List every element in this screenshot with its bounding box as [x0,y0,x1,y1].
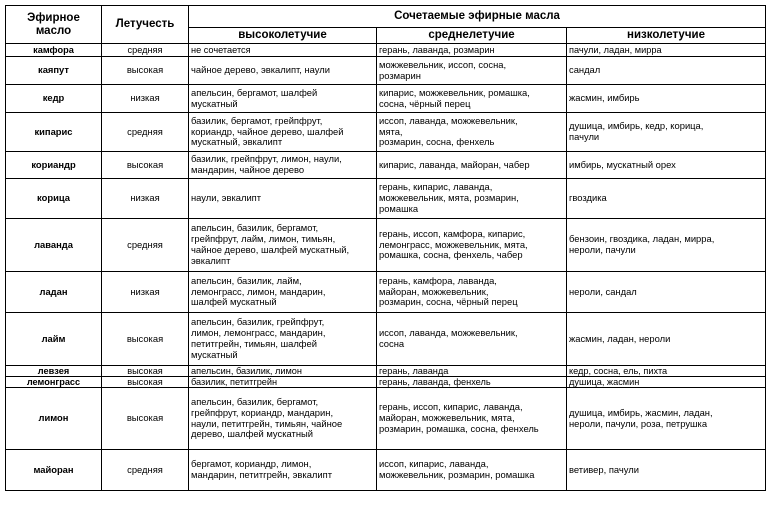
high-volatile-pairs-cell: базилик, бергамот, грейпфрут, кориандр, чайное дерево, шалфей мускатный, эвкалипт [189,113,377,152]
table-row [6,152,766,179]
high-volatile-pairs-cell: апельсин, базилик, лайм, лемонграсс, лимон, мандарин, шалфей мускатный [189,272,377,313]
low-volatile-pairs-cell: нероли, сандал [567,272,766,313]
volatility-cell: высокая [102,388,189,450]
high-volatile-pairs-cell: апельсин, базилик, бергамот, грейпфрут, лайм, лимон, тимьян, чайное дерево, шалфей мускатный, эвкалипт [189,219,377,272]
table-row [6,44,766,57]
high-volatile-pairs-cell: апельсин, базилик, лимон [189,366,377,377]
volatility-cell: высокая [102,377,189,388]
high-volatile-pairs-cell: наули, эвкалипт [189,179,377,219]
volatility-cell: высокая [102,366,189,377]
volatility-cell: средняя [102,113,189,152]
high-volatile-pairs-cell: апельсин, базилик, грейпфрут, лимон, лемонграсс, мандарин, петитгрейн, тимьян, шалфей мускатный [189,313,377,366]
table-row [6,313,766,366]
header-compatible-oils: Сочетаемые эфирные масла [189,6,766,28]
header-volatility: Летучесть [102,6,189,44]
medium-volatile-pairs-cell: иссоп, лаванда, можжевельник, мята, розмарин, сосна, фенхель [377,113,567,152]
header-high-volatility: высоколетучие [189,28,377,44]
high-volatile-pairs-cell: базилик, петитгрейн [189,377,377,388]
oil-name-cell: ладан [6,272,102,313]
table-row [6,450,766,491]
table-row [6,366,766,377]
table-row [6,113,766,152]
medium-volatile-pairs-cell: иссоп, лаванда, можжевельник, сосна [377,313,567,366]
volatility-cell: средняя [102,44,189,57]
volatility-cell: высокая [102,152,189,179]
header-oil: Эфирное масло [6,6,102,44]
low-volatile-pairs-cell: душица, имбирь, кедр, корица, пачули [567,113,766,152]
table-row [6,179,766,219]
essential-oils-table [5,5,766,491]
low-volatile-pairs-cell: жасмин, ладан, нероли [567,313,766,366]
table-row [6,57,766,85]
oil-name-cell: кедр [6,85,102,113]
oil-name-cell: лимон [6,388,102,450]
oil-name-cell: лаванда [6,219,102,272]
low-volatile-pairs-cell: душица, жасмин [567,377,766,388]
low-volatile-pairs-cell: гвоздика [567,179,766,219]
medium-volatile-pairs-cell: герань, лаванда, фенхель [377,377,567,388]
oil-name-cell: корица [6,179,102,219]
volatility-cell: низкая [102,85,189,113]
table-row [6,272,766,313]
volatility-cell: высокая [102,313,189,366]
oil-name-cell: майоран [6,450,102,491]
medium-volatile-pairs-cell: герань, лаванда [377,366,567,377]
low-volatile-pairs-cell: ветивер, пачули [567,450,766,491]
table-body [6,44,766,491]
oil-name-cell: кипарис [6,113,102,152]
high-volatile-pairs-cell: апельсин, бергамот, шалфей мускатный [189,85,377,113]
volatility-cell: средняя [102,219,189,272]
low-volatile-pairs-cell: душица, имбирь, жасмин, ладан, нероли, пачули, роза, петрушка [567,388,766,450]
volatility-cell: средняя [102,450,189,491]
oil-name-cell: камфора [6,44,102,57]
low-volatile-pairs-cell: кедр, сосна, ель, пихта [567,366,766,377]
medium-volatile-pairs-cell: кипарис, лаванда, майоран, чабер [377,152,567,179]
high-volatile-pairs-cell: апельсин, базилик, бергамот, грейпфрут, кориандр, мандарин, наули, петитгрейн, тимьян, чайное дерево, шалфей мускатный [189,388,377,450]
medium-volatile-pairs-cell: герань, иссоп, кипарис, лаванда, майоран, можжевельник, мята, розмарин, ромашка, сосна, фенхель [377,388,567,450]
high-volatile-pairs-cell: не сочетается [189,44,377,57]
medium-volatile-pairs-cell: герань, иссоп, камфора, кипарис, лемонграсс, можжевельник, мята, ромашка, сосна, фенхель, чабер [377,219,567,272]
table-row [6,377,766,388]
low-volatile-pairs-cell: пачули, ладан, мирра [567,44,766,57]
high-volatile-pairs-cell: чайное дерево, эвкалипт, наули [189,57,377,85]
medium-volatile-pairs-cell: кипарис, можжевельник, ромашка, сосна, чёрный перец [377,85,567,113]
high-volatile-pairs-cell: базилик, грейпфрут, лимон, наули, мандарин, чайное дерево [189,152,377,179]
low-volatile-pairs-cell: бензоин, гвоздика, ладан, мирра, нероли, пачули [567,219,766,272]
table-row [6,85,766,113]
low-volatile-pairs-cell: имбирь, мускатный орех [567,152,766,179]
volatility-cell: высокая [102,57,189,85]
medium-volatile-pairs-cell: герань, кипарис, лаванда, можжевельник, мята, розмарин, ромашка [377,179,567,219]
medium-volatile-pairs-cell: герань, камфора, лаванда, майоран, можжевельник, розмарин, сосна, чёрный перец [377,272,567,313]
medium-volatile-pairs-cell: можжевельник, иссоп, сосна, розмарин [377,57,567,85]
high-volatile-pairs-cell: бергамот, кориандр, лимон, мандарин, петитгрейн, эвкалипт [189,450,377,491]
table-row [6,219,766,272]
volatility-cell: низкая [102,179,189,219]
oil-name-cell: каяпут [6,57,102,85]
oil-name-cell: лемонграсс [6,377,102,388]
header-low-volatility: низколетучие [567,28,766,44]
oil-name-cell: кориандр [6,152,102,179]
oil-name-cell: лайм [6,313,102,366]
table-row [6,388,766,450]
oil-name-cell: левзея [6,366,102,377]
header-medium-volatility: среднелетучие [377,28,567,44]
volatility-cell: низкая [102,272,189,313]
low-volatile-pairs-cell: сандал [567,57,766,85]
medium-volatile-pairs-cell: иссоп, кипарис, лаванда, можжевельник, розмарин, ромашка [377,450,567,491]
table-header [6,6,766,44]
low-volatile-pairs-cell: жасмин, имбирь [567,85,766,113]
medium-volatile-pairs-cell: герань, лаванда, розмарин [377,44,567,57]
